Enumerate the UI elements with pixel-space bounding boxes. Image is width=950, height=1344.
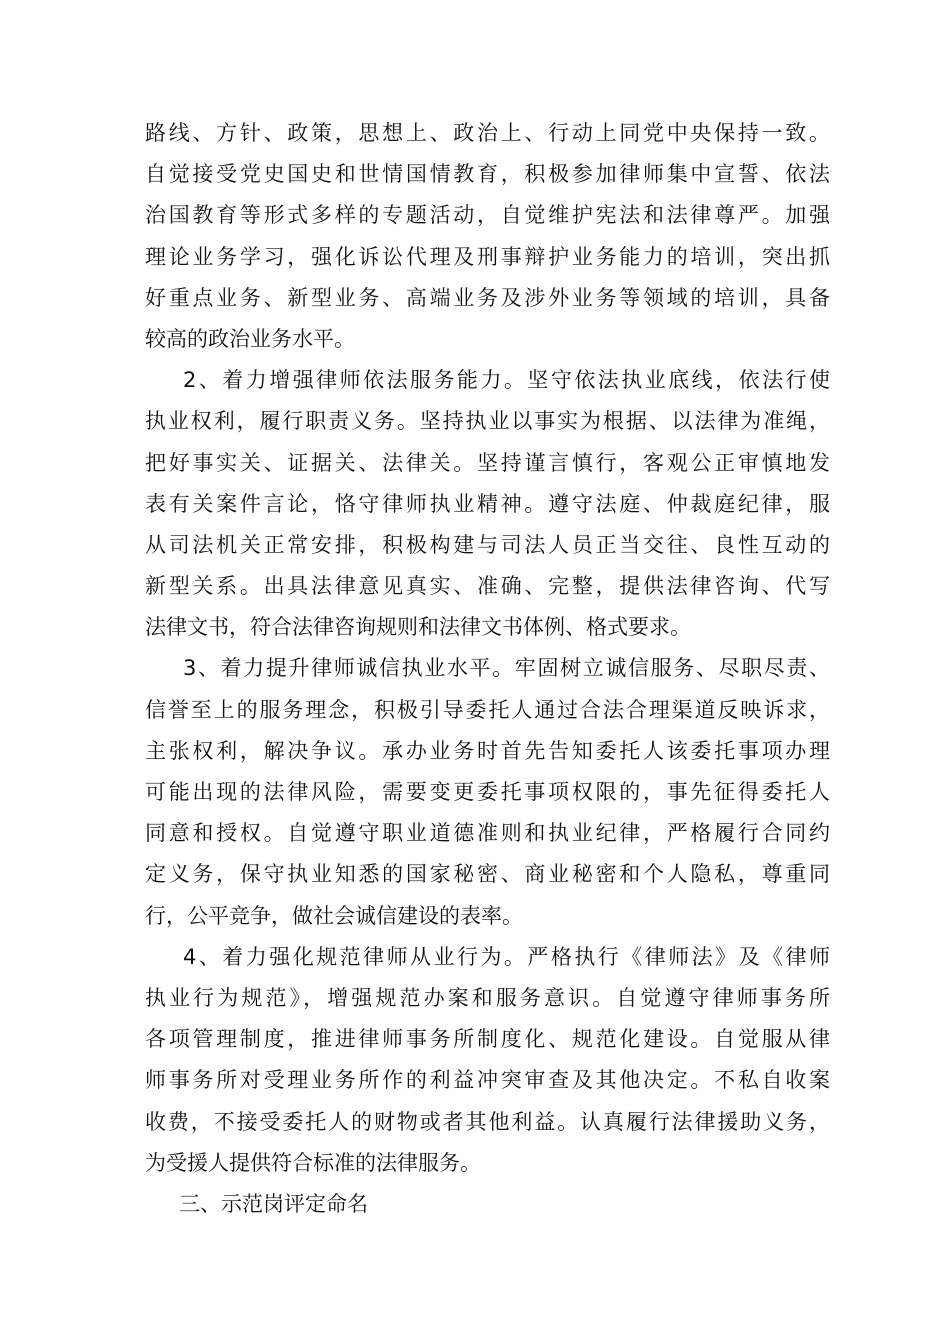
paragraph-line: 从司法机关正常安排，积极构建与司法人员正当交往、良性互动的 [145, 532, 830, 557]
paragraph-line: 师事务所对受理业务所作的利益冲突审查及其他决定。不私自收案 [145, 1068, 830, 1093]
paragraph-line: 主张权利，解决争议。承办业务时首先告知委托人该委托事项办理 [145, 738, 830, 763]
paragraph-line: 新型关系。出具法律意见真实、准确、完整，提供法律咨询、代写 [145, 574, 830, 599]
paragraph-line: 较高的政治业务水平。 [145, 326, 355, 351]
paragraph-line: 信誉至上的服务理念，积极引导委托人通过合法合理渠道反映诉求， [145, 697, 830, 722]
paragraph-line: 表有关案件言论，恪守律师执业精神。遵守法庭、仲裁庭纪律，服 [145, 491, 830, 516]
paragraph-line: 4、着力强化规范律师从业行为。严格执行《律师法》及《律师 [183, 944, 830, 969]
paragraph-line: 自觉接受党史国史和世情国情教育，积极参加律师集中宣誓、依法 [145, 162, 830, 187]
paragraph-line: 路线、方针、政策，思想上、政治上、行动上同党中央保持一致。 [145, 121, 830, 145]
paragraph-conduct-standards [145, 937, 830, 1184]
paragraph-line: 2、着力增强律师依法服务能力。坚守依法执业底线，依法行使 [183, 368, 830, 393]
paragraph-integrity-practice [145, 648, 830, 936]
paragraph-line: 为受援人提供符合标准的法律服务。 [145, 1150, 481, 1175]
paragraph-line: 治国教育等形式多样的专题活动，自觉维护宪法和法律尊严。加强 [145, 203, 830, 228]
paragraph-line: 3、着力提升律师诚信执业水平。牢固树立诚信服务、尽职尽责、 [183, 656, 830, 681]
paragraph-line: 同意和授权。自觉遵守职业道德准则和执业纪律，严格履行合同约 [145, 821, 830, 846]
paragraph-line: 各项管理制度，推进律师事务所制度化、规范化建设。自觉服从律 [145, 1027, 830, 1052]
paragraph-line: 把好事实关、证据关、法律关。坚持谨言慎行，客观公正审慎地发 [145, 450, 830, 475]
paragraph-line: 行，公平竞争，做社会诚信建设的表率。 [145, 903, 523, 928]
paragraph-line: 法律文书，符合法律咨询规则和法律文书体例、格式要求。 [145, 615, 691, 640]
paragraph-line: 执业权利，履行职责义务。坚持执业以事实为根据、以法律为准绳， [145, 409, 830, 434]
paragraph-line: 可能出现的法律风险，需要变更委托事项权限的，事先征得委托人 [145, 780, 830, 804]
paragraph-line: 收费，不接受委托人的财物或者其他利益。认真履行法律援助义务， [145, 1109, 830, 1134]
paragraph-line: 理论业务学习，强化诉讼代理及刑事辩护业务能力的培训，突出抓 [145, 244, 830, 269]
section-heading: 三、示范岗评定命名 [179, 1191, 368, 1216]
paragraph-line: 好重点业务、新型业务、高端业务及涉外业务等领域的培训，具备 [145, 285, 830, 310]
paragraph-line: 执业行为规范》，增强规范办案和服务意识。自觉遵守律师事务所 [145, 985, 830, 1010]
document-body [145, 113, 830, 1225]
paragraph-political-study [145, 113, 830, 360]
paragraph-line: 定义务，保守执业知悉的国家秘密、商业秘密和个人隐私，尊重同 [145, 862, 830, 887]
paragraph-legal-service-capability [145, 360, 830, 648]
